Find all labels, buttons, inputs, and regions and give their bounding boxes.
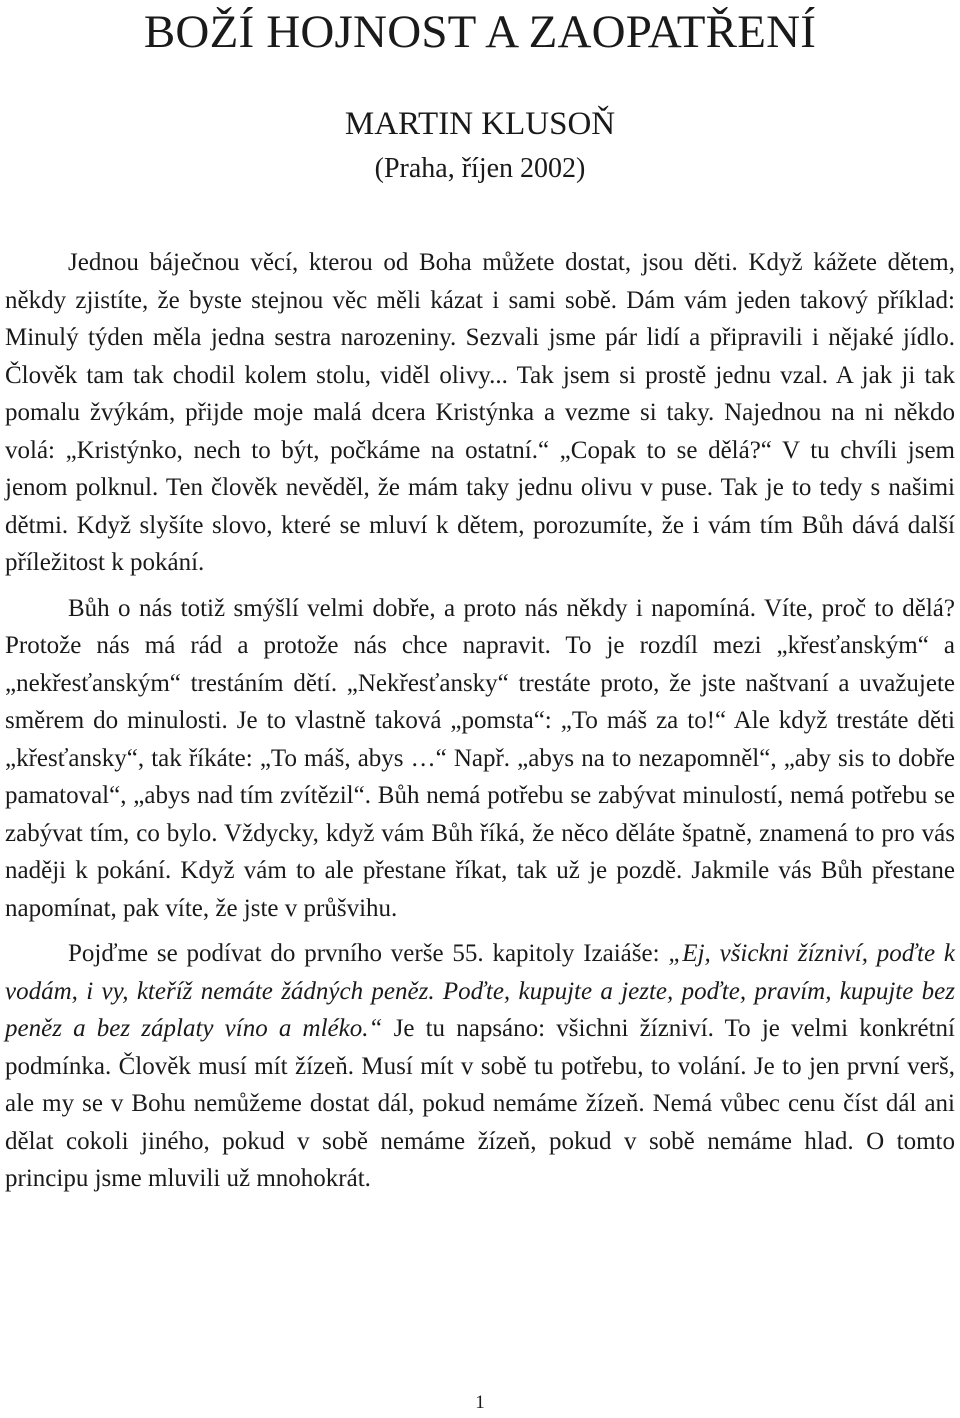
paragraph: Jednou báječnou věcí, kterou od Boha můžete dostat, jsou děti. Když kážete dětem, někdy zjistíte, že byste stejnou věc měli kázat i sami sobě. Dám vám jeden takový příklad: Minulý týden měla jedna sestra narozeniny. Sezvali jsme pár lidí a připravili i nějaké jídlo. Člověk tam tak chodil kolem stolu, viděl olivy... Tak jsem si prostě jednu vzal. A jak ji tak pomalu žvýkám, přijde moje malá dcera Kristýnka a vezme si taky. Najednou na ni někdo volá: „Kristýnko, nech to být, počkáme na ostatní.“ „Copak to se dělá?“ V tu chvíli jsem jenom polknul. Ten člověk nevěděl, že mám taky jednu olivu v puse. Tak je to tedy s našimi dětmi. Když slyšíte slovo, které se mluví k dětem, porozumíte, že i vám tím Bůh dává další příležitost k pokání. [5,249,955,576]
place-date: (Praha, říjen 2002) [374,153,586,184]
paragraph [5,935,955,1198]
paragraph: Bůh o nás totiž smýšlí velmi dobře, a proto nás někdy i napomíná. Víte, proč to dělá? Protože nás má rád a protože nás chce napravit. To je rozdíl mezi „křesťanským“ a „nekřesťanským“ trestáním dětí. „Nekřesťansky“ trestáte proto, že jste naštvaní a uvažujete směrem do minulosti. Je to vlastně taková „pomsta“: „To máš za to!“ Ale když trestáte děti „křesťansky“, tak říkáte: „To máš, abys …“ Např. „abys na to nezapomněl“, „aby sis to dobře pamatoval“, „abys nad tím zvítězil“. Bůh nemá potřebu se zabývat minulostí, nemá potřebu se zabývat tím, co bylo. Vždycky, když vám Bůh říká, že něco děláte špatně, znamená to pro vás naději k pokání. Když vám to ale přestane říkat, tak už je pozdě. Jakmile vás Bůh přestane napomínat, pak víte, že jste v průšvihu. [5,594,955,922]
paragraph-text: Je tu napsáno: všichni žízniví. To je velmi konkrétní podmínka. Člověk musí mít žízeň. Musí mít v sobě tu potřebu, to volání. Je to jen první verš, ale my se v Bohu nemůžeme dostat dál, pokud nemáme žízeň. Nemá vůbec cenu číst dál ani dělat cokoli jiného, pokud v sobě nemáme žízeň, pokud v sobě nemáme hlad. O tomto principu jsme mluvili už mnohokrát. [5,1015,956,1192]
scripture-quote: „Ej, všickni žízniví, poďte k vodám, i vy, kteříž nemáte žádných peněz. Poďte, kupujte a jezte, poďte, pravím, kupujte bez peněz a bez záplaty víno a mléko.“ [5,940,955,1042]
paragraph-text: Pojďme se podívat do prvního verše 55. kapitoly Izaiáše: [68,940,669,967]
body-text [5,244,955,1198]
page-number: 1 [475,1392,485,1413]
document-title: BOŽÍ HOJNOST A ZAOPATŘENÍ [143,6,817,58]
author-name: MARTIN KLUSOŇ [344,106,616,142]
